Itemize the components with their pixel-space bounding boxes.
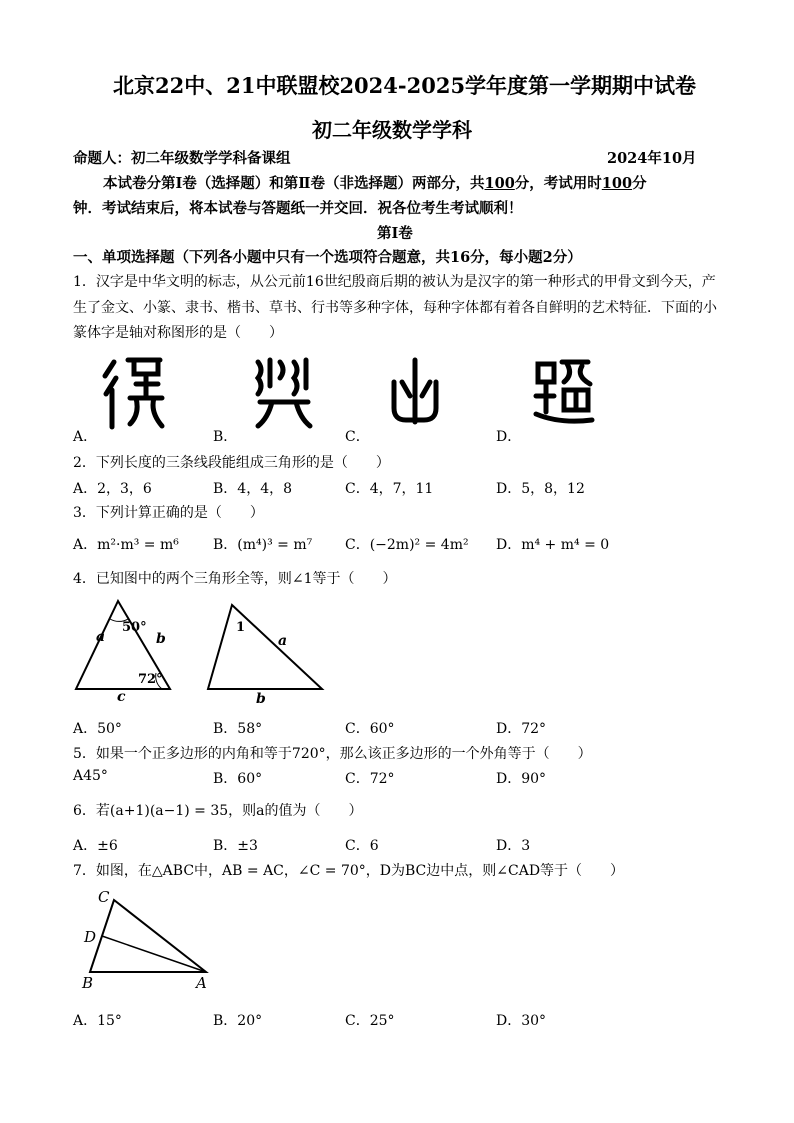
seal-glyph-b	[250, 352, 320, 432]
q4-t2-side-a-label: a	[278, 633, 288, 649]
intro-line-1: 本试卷分第Ⅰ卷（选择题）和第Ⅱ卷（非选择题）两部分，共100分，考试用时100分	[103, 175, 647, 192]
intro-score: 100	[484, 175, 515, 192]
seal-glyph-d	[530, 352, 600, 432]
q3-option-d[interactable]: D．m⁴ + m⁴ = 0	[496, 537, 610, 553]
q2-option-a[interactable]: A．2，3，6	[73, 481, 152, 497]
q1-line-2: 生了金文、小篆、隶书、楷书、草书、行书等多种字体，每种字体都有着各自鲜明的艺术特征．下面的小	[73, 300, 717, 316]
volume-title: 第Ⅰ卷	[377, 225, 413, 242]
q4-side-a-label: a	[96, 629, 106, 645]
q4-triangle-1	[70, 595, 180, 705]
q4-t2-side-b-label: b	[256, 691, 266, 705]
q5-option-c[interactable]: C．72°	[345, 771, 395, 787]
q3-stem: 3．下列计算正确的是（ ）	[73, 505, 264, 521]
q6-option-c[interactable]: C．6	[345, 838, 379, 854]
q7-stem: 7．如图，在△ABC中，AB = AC，∠C = 70°，D为BC边中点，则∠CAD等于（ ）	[73, 863, 625, 879]
q6-stem: 6．若(a+1)(a−1) = 35，则a的值为（ ）	[73, 803, 363, 819]
q4-option-a[interactable]: A．50°	[73, 721, 122, 737]
q1-option-c[interactable]: C．	[345, 429, 370, 445]
q1-option-d[interactable]: D．	[496, 429, 522, 445]
intro-line-2: 钟．考试结束后，将本试卷与答题纸一并交回．祝各位考生考试顺利！	[73, 200, 523, 217]
q7-vertex-b: B	[82, 974, 94, 992]
seal-glyph-a	[100, 352, 170, 432]
seal-glyph-c	[380, 352, 450, 432]
section-heading: 一、单项选择题（下列各小题中只有一个选项符合题意，共16分，每小题2分）	[73, 249, 582, 266]
exam-subtitle: 初二年级数学学科	[312, 118, 472, 142]
q4-side-c-label: c	[117, 689, 126, 705]
q4-triangle-2	[200, 595, 330, 705]
q1-line-1: 1．汉字是中华文明的标志，从公元前16世纪殷商后期的被认为是汉字的第一种形式的甲骨文到今天，产	[73, 274, 716, 290]
q6-option-a[interactable]: A．±6	[73, 838, 118, 854]
q5-stem: 5．如果一个正多边形的内角和等于720°，那么该正多边形的一个外角等于（ ）	[73, 746, 592, 762]
intro-time: 100	[601, 175, 633, 192]
q5-option-d[interactable]: D．90°	[496, 771, 547, 787]
q7-option-b[interactable]: B．20°	[213, 1013, 263, 1029]
q4-option-c[interactable]: C．60°	[345, 721, 395, 737]
exam-date: 2024年10月	[607, 150, 697, 167]
q2-stem: 2．下列长度的三条线段能组成三角形的是（ ）	[73, 455, 390, 471]
q7-option-d[interactable]: D．30°	[496, 1013, 547, 1029]
q5-option-b[interactable]: B．60°	[213, 771, 263, 787]
q7-triangle	[78, 888, 218, 994]
q1-line-3: 篆体字是轴对称图形的是（ ）	[73, 325, 283, 341]
q4-angle-top-label: 50°	[122, 620, 147, 635]
q4-angle-right-label: 72°	[138, 672, 163, 687]
author-line: 命题人：初二年级数学学科备课组	[73, 150, 291, 167]
q7-option-a[interactable]: A．15°	[73, 1013, 122, 1029]
q4-angle-1-label: 1	[236, 620, 246, 635]
q2-option-c[interactable]: C．4，7，11	[345, 481, 434, 497]
q3-option-b[interactable]: B．(m⁴)³ = m⁷	[213, 537, 313, 553]
q2-option-d[interactable]: D．5，8，12	[496, 481, 585, 497]
q4-side-b-label: b	[156, 631, 166, 647]
q1-option-b[interactable]: B．	[213, 429, 238, 445]
q3-option-c[interactable]: C．(−2m)² = 4m²	[345, 537, 469, 553]
q4-stem: 4．已知图中的两个三角形全等，则∠1等于（ ）	[73, 571, 397, 587]
q5-option-a[interactable]: A45°	[73, 768, 108, 784]
q3-option-a[interactable]: A．m²·m³ = m⁶	[73, 537, 179, 553]
q2-option-b[interactable]: B．4，4，8	[213, 481, 293, 497]
q4-option-b[interactable]: B．58°	[213, 721, 263, 737]
exam-title: 北京22中、21中联盟校2024-2025学年度第一学期期中试卷	[113, 73, 697, 98]
q1-option-a[interactable]: A．	[73, 429, 98, 445]
q4-option-d[interactable]: D．72°	[496, 721, 547, 737]
q6-option-d[interactable]: D．3	[496, 838, 531, 854]
q7-vertex-c: C	[98, 888, 110, 906]
q6-option-b[interactable]: B．±3	[213, 838, 258, 854]
q7-option-c[interactable]: C．25°	[345, 1013, 395, 1029]
q7-vertex-d: D	[84, 928, 97, 946]
q7-vertex-a: A	[196, 974, 207, 992]
